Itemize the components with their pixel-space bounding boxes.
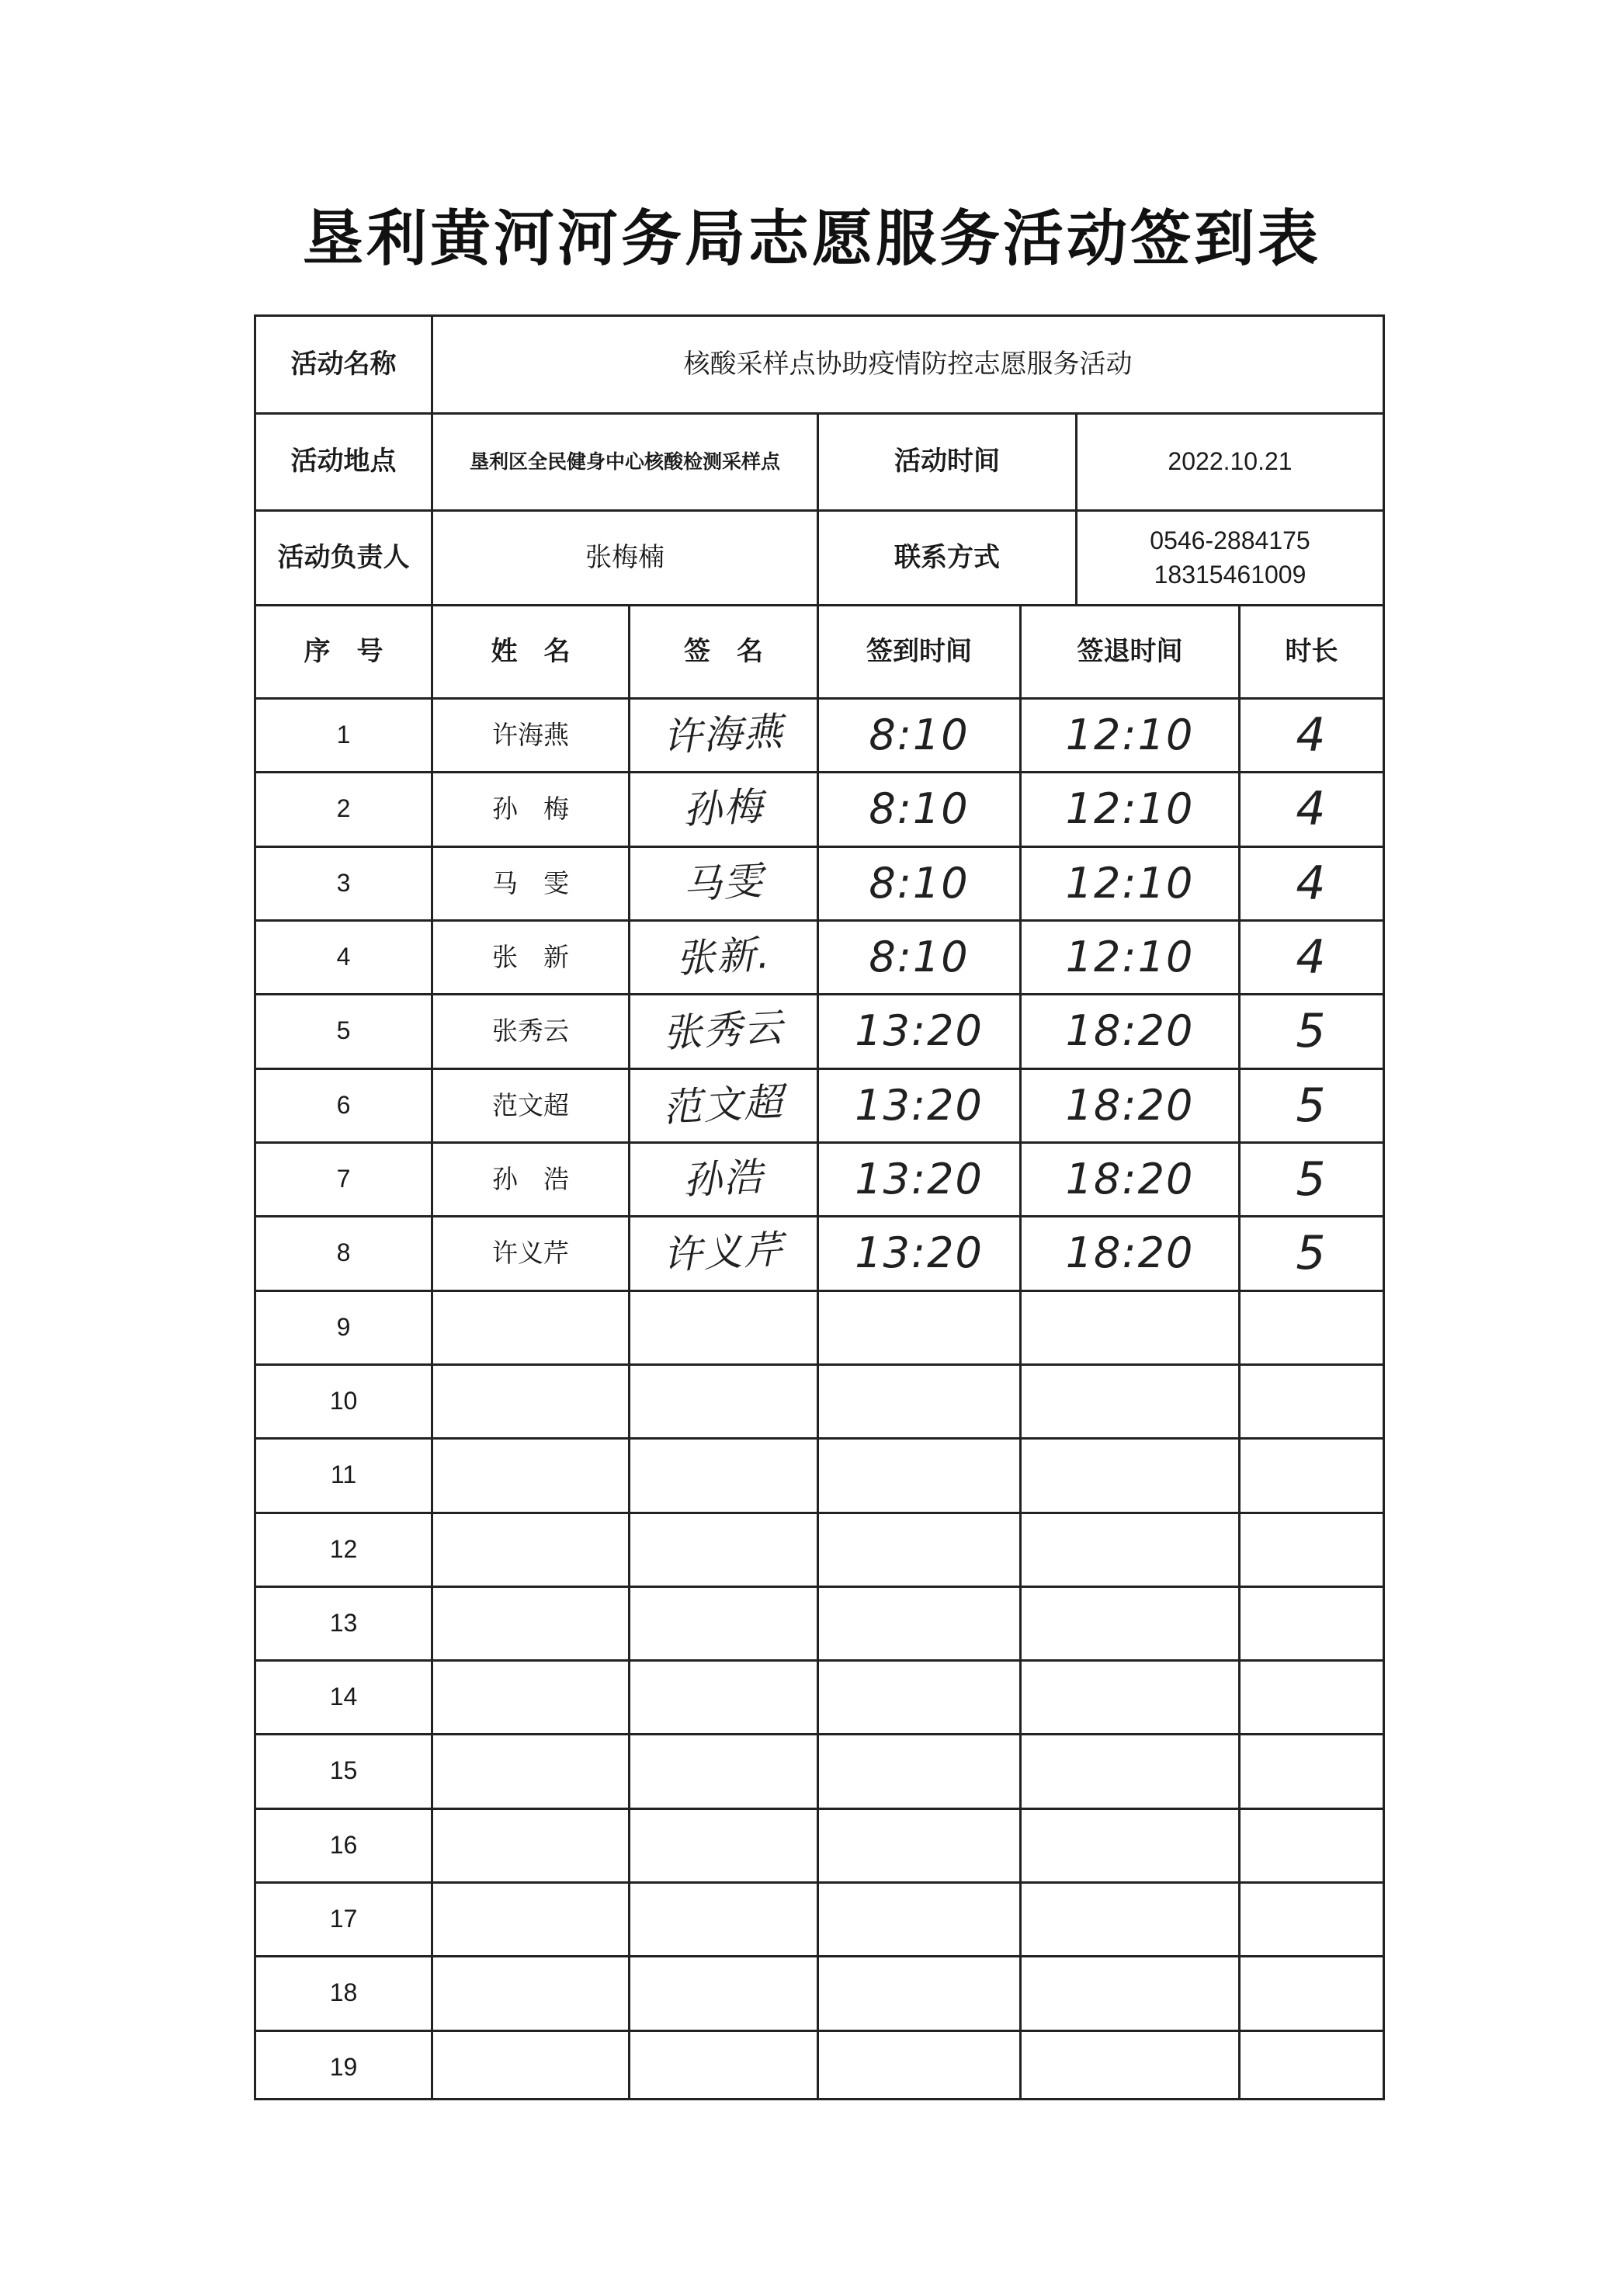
- cell-signature: [629, 2027, 818, 2108]
- cell-checkin: [819, 1662, 1019, 1733]
- cell-no: 5: [336, 1016, 351, 1045]
- cell-checkin: [819, 1366, 1019, 1437]
- cell-signature: 许海燕: [661, 709, 786, 761]
- cell-checkout: [1022, 1810, 1238, 1881]
- cell-checkout: 18:20: [1065, 1080, 1195, 1130]
- cell-duration: [1241, 1735, 1383, 1807]
- cell-checkin: 13:20: [855, 1228, 984, 1277]
- cell-checkout: 12:10: [1065, 858, 1195, 908]
- cell-checkin: [819, 1957, 1019, 2029]
- cell-checkout: [1022, 1514, 1238, 1586]
- cell-no: 9: [336, 1313, 351, 1342]
- cell-duration: [1241, 2032, 1383, 2103]
- cell-checkin: [819, 1884, 1019, 1955]
- cell-checkin: 8:10: [869, 932, 970, 981]
- cell-checkout: 18:20: [1065, 1228, 1195, 1277]
- cell-checkout: 12:10: [1065, 710, 1195, 759]
- cell-checkout: 12:10: [1065, 783, 1195, 833]
- cell-checkin: [819, 1588, 1019, 1659]
- cell-checkin: 8:10: [869, 710, 970, 759]
- cell-checkout: [1022, 1884, 1238, 1955]
- time-label: 活动时间: [894, 446, 1000, 478]
- cell-name: [433, 1292, 628, 1363]
- cell-checkin: 8:10: [869, 858, 970, 908]
- cell-checkout: [1022, 1588, 1238, 1659]
- cell-no: 15: [329, 1756, 358, 1785]
- cell-signature: [629, 1361, 818, 1442]
- cell-duration: 4: [1296, 929, 1327, 985]
- header-no: 序 号: [304, 635, 383, 667]
- cell-duration: 5: [1296, 1003, 1327, 1058]
- cell-signature: [629, 1435, 818, 1516]
- cell-no: 17: [329, 1905, 358, 1933]
- cell-name: [433, 1440, 628, 1511]
- cell-no: 14: [329, 1683, 358, 1711]
- cell-signature: 范文超: [661, 1079, 786, 1131]
- cell-signature: 孙梅: [682, 783, 765, 833]
- cell-duration: 5: [1296, 1225, 1327, 1280]
- cell-no: 2: [336, 794, 351, 823]
- cell-checkin: [819, 1735, 1019, 1807]
- time-value: 2022.10.21: [1168, 447, 1293, 476]
- signin-table: [254, 314, 1385, 2100]
- cell-name: [433, 1884, 628, 1955]
- cell-name: 张 新: [492, 941, 569, 972]
- cell-checkout: [1022, 2032, 1238, 2103]
- cell-duration: [1241, 1588, 1383, 1659]
- cell-name: [433, 2032, 628, 2103]
- cell-signature: [629, 1657, 818, 1738]
- header-duration: 时长: [1285, 635, 1338, 667]
- cell-checkout: 18:20: [1065, 1006, 1195, 1055]
- cell-checkout: 12:10: [1065, 932, 1195, 981]
- cell-signature: [629, 1805, 818, 1886]
- cell-signature: [629, 1953, 818, 2034]
- cell-no: 16: [329, 1831, 358, 1860]
- location-label: 活动地点: [290, 446, 397, 478]
- location-value: 垦利区全民健身中心核酸检测采样点: [469, 450, 780, 474]
- cell-checkin: 8:10: [869, 783, 970, 833]
- col-divider: [628, 604, 630, 2098]
- cell-signature: [629, 1583, 818, 1664]
- cell-signature: 马雯: [682, 858, 765, 908]
- cell-name: 马 雯: [492, 867, 569, 898]
- contact-phone-1: 0546-2884175: [1150, 526, 1310, 555]
- cell-checkout: [1022, 1662, 1238, 1733]
- leader-value: 张梅楠: [585, 541, 665, 573]
- header-signature: 签 名: [684, 635, 763, 667]
- cell-duration: [1241, 1366, 1383, 1437]
- activity-name-value: 核酸采样点协助疫情防控志愿服务活动: [683, 348, 1133, 380]
- cell-checkout: 18:20: [1065, 1154, 1195, 1204]
- contact-label: 联系方式: [894, 541, 1000, 573]
- cell-duration: [1241, 1514, 1383, 1586]
- page-title: 垦利黄河河务局志愿服务活动签到表: [302, 204, 1321, 274]
- cell-signature: 许义芹: [661, 1227, 786, 1279]
- cell-duration: [1241, 1662, 1383, 1733]
- cell-no: 4: [336, 943, 351, 971]
- header-checkin: 签到时间: [866, 635, 972, 667]
- cell-name: [433, 1662, 628, 1733]
- cell-no: 8: [336, 1238, 351, 1267]
- cell-no: 19: [329, 2053, 358, 2082]
- cell-no: 3: [336, 869, 351, 898]
- cell-checkin: 13:20: [855, 1080, 984, 1130]
- cell-name: 孙 浩: [492, 1163, 569, 1194]
- cell-duration: 4: [1296, 781, 1327, 836]
- cell-name: 范文超: [492, 1089, 569, 1120]
- cell-no: 1: [336, 721, 351, 749]
- cell-duration: 4: [1296, 856, 1327, 911]
- cell-no: 10: [329, 1387, 358, 1415]
- cell-no: 7: [336, 1165, 351, 1193]
- cell-checkin: [819, 1810, 1019, 1881]
- cell-name: [433, 1588, 628, 1659]
- cell-no: 6: [336, 1091, 351, 1120]
- cell-checkout: [1022, 1957, 1238, 2029]
- header-checkout: 签退时间: [1077, 635, 1183, 667]
- cell-checkin: 13:20: [855, 1154, 984, 1204]
- cell-name: 许义芹: [492, 1237, 569, 1268]
- cell-signature: 张新.: [675, 932, 772, 982]
- cell-name: 许海燕: [492, 719, 569, 750]
- cell-signature: [629, 1287, 818, 1368]
- cell-signature: 孙浩: [682, 1154, 765, 1204]
- cell-duration: 5: [1296, 1078, 1327, 1133]
- cell-name: [433, 1514, 628, 1586]
- cell-checkout: [1022, 1366, 1238, 1437]
- cell-signature: 张秀云: [661, 1005, 786, 1057]
- leader-label: 活动负责人: [277, 541, 410, 573]
- contact-phone-2: 18315461009: [1154, 560, 1306, 589]
- cell-duration: 4: [1296, 707, 1327, 762]
- cell-duration: [1241, 1292, 1383, 1363]
- contact-value: [1077, 512, 1383, 604]
- cell-no: 11: [330, 1461, 357, 1489]
- cell-name: [433, 1366, 628, 1437]
- cell-no: 12: [329, 1535, 358, 1564]
- cell-signature: [629, 1879, 818, 1960]
- cell-checkin: [819, 1514, 1019, 1586]
- cell-duration: [1241, 1440, 1383, 1511]
- cell-duration: [1241, 1884, 1383, 1955]
- cell-checkin: [819, 1440, 1019, 1511]
- cell-no: 13: [329, 1609, 358, 1638]
- activity-name-label: 活动名称: [290, 348, 397, 380]
- cell-name: 孙 梅: [492, 793, 569, 824]
- cell-checkout: [1022, 1292, 1238, 1363]
- cell-checkin: [819, 1292, 1019, 1363]
- cell-checkout: [1022, 1440, 1238, 1511]
- cell-name: [433, 1810, 628, 1881]
- cell-name: [433, 1735, 628, 1807]
- cell-signature: [629, 1509, 818, 1590]
- cell-duration: [1241, 1810, 1383, 1881]
- cell-duration: 5: [1296, 1151, 1327, 1207]
- header-name: 姓 名: [491, 635, 571, 667]
- cell-name: [433, 1957, 628, 2029]
- cell-checkout: [1022, 1735, 1238, 1807]
- cell-name: 张秀云: [492, 1015, 569, 1046]
- cell-signature: [629, 1731, 818, 1811]
- cell-no: 18: [329, 1978, 358, 2007]
- cell-checkin: 13:20: [855, 1006, 984, 1055]
- cell-duration: [1241, 1957, 1383, 2029]
- cell-checkin: [819, 2032, 1019, 2103]
